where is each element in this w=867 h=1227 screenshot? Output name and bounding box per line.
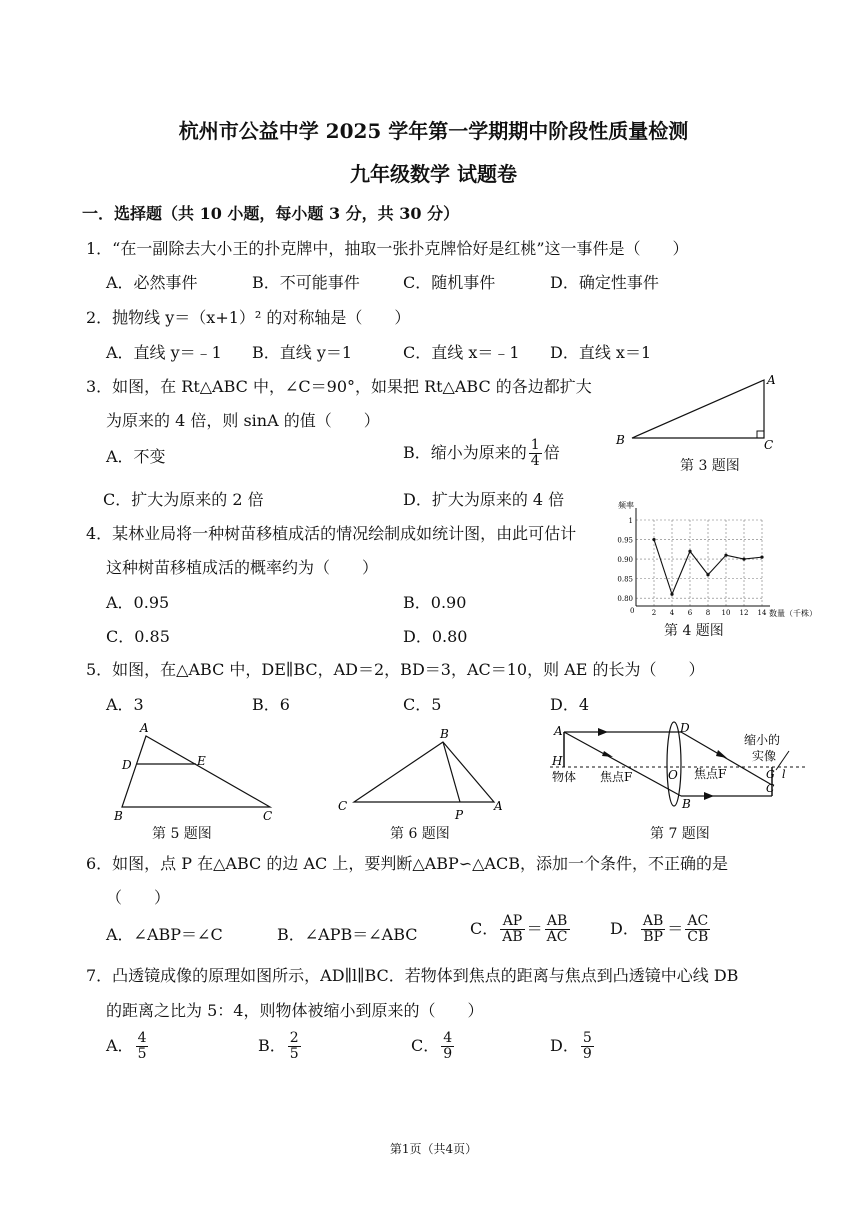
image-text-line1: 缩小的: [744, 733, 781, 747]
data-point: [760, 556, 763, 559]
q7-option-a-label: A．: [106, 1036, 134, 1055]
x-tick-label: 10: [721, 609, 731, 617]
label-c: C: [766, 782, 775, 795]
exam-subtitle: 九年级数学 试题卷: [350, 162, 517, 186]
q3-triangle: [632, 380, 764, 438]
q4-option-b: B．0.90: [403, 593, 467, 612]
q6-option-a: A．∠ABP＝∠C: [106, 925, 223, 944]
fraction-denominator: AC: [546, 929, 568, 945]
fraction-numerator: AP: [500, 914, 524, 930]
q3-triangle-figure: [612, 372, 792, 452]
y-tick-label: 0.90: [617, 556, 633, 565]
q6-stem-line2: （ ）: [106, 888, 171, 907]
q1-option-b: B．不可能事件: [252, 273, 360, 292]
q7-option-b: [258, 1031, 303, 1062]
label-l: l: [782, 768, 786, 781]
chart-tick-labels: [617, 517, 767, 617]
q4-frequency-chart: [612, 498, 822, 623]
q4-stem-line2: 这种树苗移植成活的概率约为（ ）: [106, 558, 379, 577]
page-footer: 第1页（共4页）: [389, 1142, 478, 1156]
label-g: G: [766, 768, 775, 781]
q7-figure-caption: 第 7 题图: [650, 826, 710, 842]
q6-option-c: C． $\frac{AP}{AB}$ ＝ $\frac{AB}{AC}$: [470, 913, 568, 945]
label-p: P: [455, 808, 464, 822]
x-tick-label: 12: [739, 609, 749, 617]
ray-arrowhead: [602, 751, 613, 757]
q3-figure-caption: 第 3 题图: [680, 458, 740, 474]
y-tick-label: 1: [628, 517, 633, 525]
label-d: D: [122, 758, 132, 772]
q1-stem: 1．“在一副除去大小王的扑克牌中，抽取一张扑克牌恰好是红桃”这一事件是（ ）: [86, 239, 689, 258]
label-a: A: [494, 799, 503, 813]
data-point: [706, 573, 709, 576]
object-text: 物体: [552, 770, 577, 784]
fraction-denominator: 5: [137, 1046, 147, 1062]
q5-stem: 5．如图，在△ABC 中，DE∥BC，AD＝2，BD＝3，AC＝10，则 AE 的长为（ ）: [86, 660, 705, 679]
fraction-denominator: 9: [443, 1046, 453, 1062]
ray-arrowhead: [716, 750, 727, 758]
fraction: [136, 1031, 149, 1062]
label-h: H: [552, 754, 563, 768]
y-tick-label: 0.85: [617, 575, 633, 584]
q5-option-b: B．6: [252, 695, 290, 714]
q5-option-a: A．3: [106, 695, 144, 714]
fraction-denominator: 4: [530, 453, 540, 469]
q7-option-d-label: D．: [550, 1036, 579, 1055]
label-a: A: [140, 721, 149, 735]
q3-option-b-suffix: 倍: [543, 443, 560, 462]
q5-triangle-abc: [122, 736, 270, 807]
y-tick-label: 0.95: [617, 536, 633, 545]
q4-option-a: A．0.95: [106, 593, 170, 612]
focus-left-text: 焦点F: [600, 770, 633, 784]
q3-option-b-fraction: [529, 438, 542, 469]
q3-stem-line1: 3．如图，在 Rt△ABC 中，∠C＝90°，如果把 Rt△ABC 的各边都扩大: [86, 377, 592, 396]
section-heading: 一．选择题（共 10 小题，每小题 3 分，共 30 分）: [82, 204, 460, 223]
fraction-numerator: 2: [289, 1030, 299, 1046]
q6-figure-caption: 第 6 题图: [390, 826, 450, 842]
label-b: B: [682, 797, 691, 811]
q4-option-c: C．0.85: [106, 627, 170, 646]
convex-lens: [667, 722, 681, 806]
q7-option-b-label: B．: [258, 1036, 286, 1055]
exam-title: 杭州市公益中学 2025 学年第一学期期中阶段性质量检测: [178, 119, 689, 143]
q5-figure-caption: 第 5 题图: [152, 826, 212, 842]
y-tick-label: 0.80: [617, 595, 633, 604]
fraction-numerator: AC: [685, 914, 710, 930]
x-tick-label: 6: [687, 609, 693, 617]
q6-triangle-figure: [332, 724, 512, 824]
x-tick-label: 8: [705, 609, 711, 617]
q2-option-c: C．直线 x＝﹣1: [403, 343, 520, 362]
fraction-numerator: 4: [137, 1030, 147, 1046]
ray-through-focus: [564, 732, 681, 796]
q5-triangle-figure: [110, 720, 285, 822]
fraction-denominator: 5: [289, 1046, 299, 1062]
q1-option-c: C．随机事件: [403, 273, 496, 292]
fraction: [441, 1031, 454, 1062]
data-point: [724, 554, 727, 557]
q3-option-c: C．扩大为原来的 2 倍: [103, 490, 264, 509]
q7-option-c-label: C．: [411, 1036, 440, 1055]
fraction: [641, 914, 665, 945]
q6-triangle-abc: [354, 742, 494, 802]
q7-stem-line1: 7．凸透镜成像的原理如图所示，AD∥l∥BC．若物体到焦点的距离与焦点到凸透镜中心线 DB: [86, 966, 739, 985]
fraction: [500, 914, 524, 945]
q2-stem: 2．抛物线 y＝（x+1）² 的对称轴是（ ）: [86, 308, 411, 327]
fraction: [685, 914, 710, 945]
q4-option-d: D．0.80: [403, 627, 468, 646]
q6-option-d-label: D．: [610, 919, 639, 938]
q3-option-b: [403, 438, 560, 469]
q7-lens-figure: [546, 718, 816, 822]
label-a: A: [767, 373, 776, 387]
data-point: [652, 538, 655, 541]
q3-stem-line2: 为原来的 4 倍，则 sinA 的值（ ）: [106, 411, 380, 430]
q2-option-d: D．直线 x＝1: [550, 343, 652, 362]
x-tick-label: 14: [757, 609, 767, 617]
series-line: [654, 540, 762, 595]
image-text-line2: 实像: [752, 749, 777, 763]
q2-option-b: B．直线 y＝1: [252, 343, 353, 362]
q3-option-d: D．扩大为原来的 4 倍: [403, 490, 565, 509]
focus-right-text: 焦点F: [694, 767, 727, 781]
q6-option-c-label: C．: [470, 919, 499, 938]
q7-option-a: [106, 1031, 150, 1062]
fraction-denominator: 9: [582, 1046, 592, 1062]
x-tick-label: 4: [669, 609, 675, 617]
fraction: [581, 1031, 594, 1062]
label-c: C: [263, 809, 273, 822]
q6-option-d: D． $\frac{AB}{BP}$ ＝ $\frac{AC}{CB}$: [610, 913, 709, 945]
q3-option-b-text: B．缩小为原来的: [403, 443, 527, 462]
fraction-numerator: AB: [642, 913, 664, 929]
chart-series: [652, 538, 763, 596]
q1-option-d: D．确定性事件: [550, 273, 659, 292]
q7-option-c: [411, 1031, 456, 1062]
q4-stem-line1: 4．某林业局将一种树苗移植成活的情况绘制成如统计图，由此可估计: [86, 524, 577, 543]
label-a: A: [554, 724, 563, 738]
label-d: D: [680, 721, 690, 735]
data-point: [742, 557, 745, 560]
fraction-numerator: AB: [545, 914, 570, 930]
fraction-denominator: AB: [502, 929, 523, 945]
label-b: B: [114, 809, 123, 822]
chart-xlabel: 数量（千株）: [769, 609, 817, 618]
label-b: B: [616, 433, 625, 447]
chart-axes: [636, 508, 770, 606]
data-point: [670, 593, 673, 596]
label-e: E: [197, 754, 206, 768]
q6-stem-line1: 6．如图，点 P 在△ABC 的边 AC 上，要判断△ABP∽△ACB，添加一个条件，不正确的是: [86, 854, 728, 873]
label-o: O: [668, 768, 678, 782]
q4-figure-caption: 第 4 题图: [664, 623, 724, 639]
q1-option-a: A．必然事件: [106, 273, 198, 292]
origin-label: 0: [630, 607, 635, 615]
q5-option-c: C．5: [403, 695, 442, 714]
fraction-numerator: 1: [530, 437, 540, 453]
q2-option-a: A．直线 y＝﹣1: [106, 343, 222, 362]
fraction-numerator: 4: [443, 1030, 453, 1046]
fraction-denominator: CB: [687, 929, 709, 945]
fraction: [545, 914, 570, 945]
fraction: [288, 1031, 301, 1062]
data-point: [688, 550, 691, 553]
q6-option-b: B．∠APB＝∠ABC: [277, 925, 418, 944]
q7-option-d: [550, 1031, 596, 1062]
label-b: B: [440, 727, 449, 741]
ray-arrowhead: [598, 728, 608, 736]
q3-option-a: A．不变: [106, 447, 166, 466]
ray-arrowhead: [704, 792, 714, 800]
fraction-denominator: BP: [643, 929, 663, 945]
label-c: C: [764, 438, 774, 452]
chart-ylabel: 频率: [618, 501, 634, 510]
fraction-numerator: 5: [582, 1030, 592, 1046]
q7-stem-line2: 的距离之比为 5：4，则物体被缩小到原来的（ ）: [106, 1001, 484, 1020]
label-c: C: [338, 799, 348, 813]
q6-segment-bp: [443, 742, 460, 802]
right-angle-mark: [757, 431, 764, 438]
q5-option-d: D．4: [550, 695, 590, 714]
x-tick-label: 2: [651, 609, 657, 617]
